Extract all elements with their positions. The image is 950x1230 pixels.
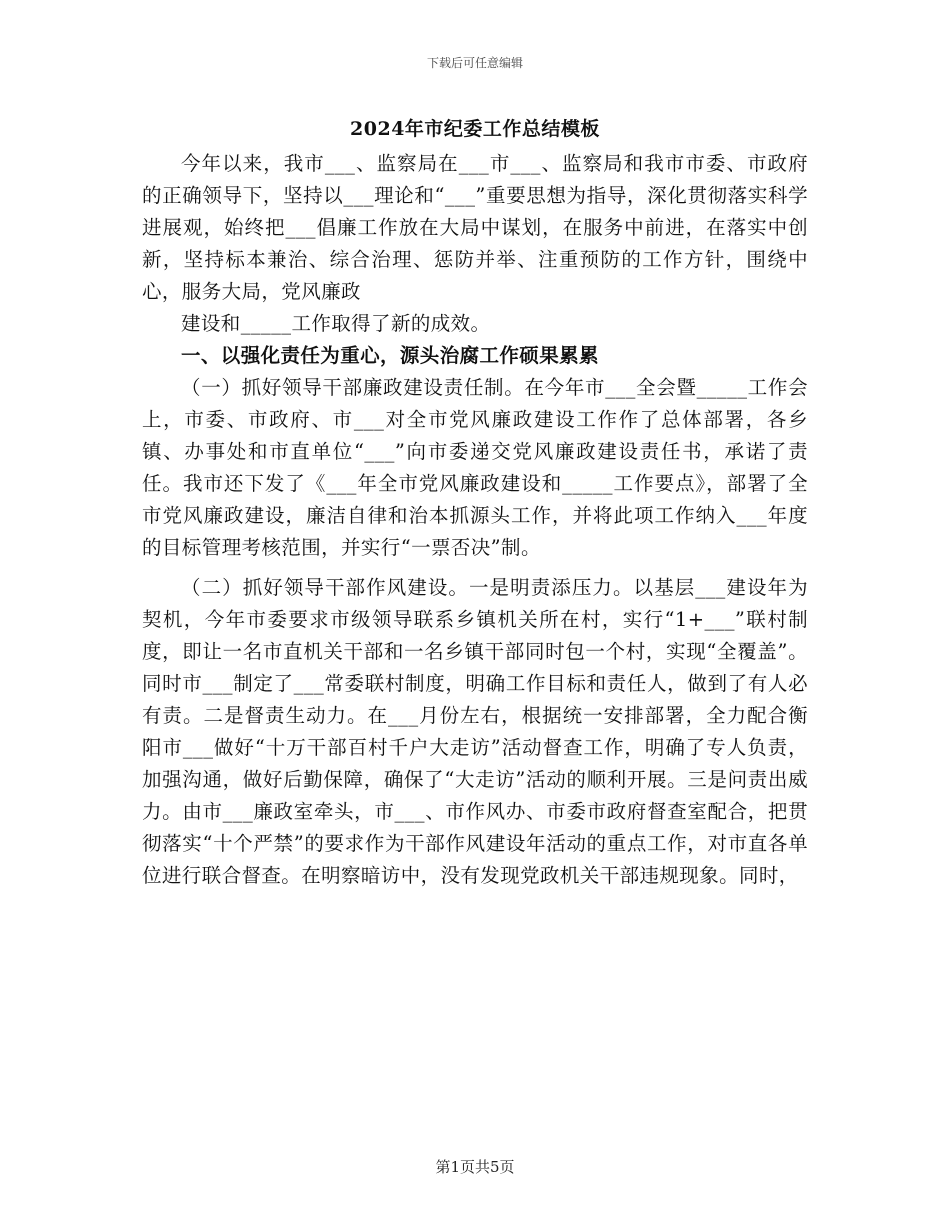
document-body — [142, 114, 808, 892]
section-paragraph: （一）抓好领导干部廉政建设责任制。在今年市___全会暨_____工作会上，市委、市政府、市___对全市党风廉政建设工作作了总体部署，各乡镇、办事处和市直单位“___”向市委递交党风廉政建设责任书，承诺了责任。我市还下发了《___年全市党风廉政建设和_____工作要点》，部署了全市党风廉政建设，廉洁自律和治本抓源头工作，并将此项工作纳入___年度的目标管理考核范围，并实行“一票否决”制。 — [142, 376, 808, 559]
document-title: 2024年市纪委工作总结模板 — [350, 118, 600, 140]
page-number: 第1页共5页 — [435, 1158, 515, 1176]
section-paragraph: （二）抓好领导干部作风建设。一是明责添压力。以基层___建设年为契机，今年市委要求市级领导联系乡镇机关所在村，实行“1+___”联村制度，即让一名市直机关干部和一名乡镇干部同时包一个村，实现“全覆盖”。同时市___制定了___常委联村制度，明确工作目标和责任人，做到了有人必有责。二是督责生动力。在___月份左右，根据统一安排部署，全力配合衡阳市___做好“十万干部百村千户大走访”活动督查工作，明确了专人负责，加强沟通，做好后勤保障，确保了“大走访”活动的顺利开展。三是问责出威力。由市___廉政室牵头，市___、市作风办、市委市政府督查室配合，把贯彻落实“十个严禁”的要求作为干部作风建设年活动的重点工作，对市直各单位进行联合督查。在明察暗访中，没有发现党政机关干部违规现象。同时， — [142, 576, 808, 887]
section-heading: 一、以强化责任为重心，源头治腐工作硕果累累 — [181, 344, 599, 367]
intro-paragraph: 今年以来，我市___、监察局在___市___、监察局和我市市委、市政府的正确领导下，坚持以___理论和“___”重要思想为指导，深化贯彻落实科学进展观，始终把___倡廉工作放在大局中谋划，在服务中前进，在落实中创新，坚持标本兼治、综合治理、惩防并举、注重预防的工作方针，围绕中心，服务大局，党风廉政 — [142, 152, 808, 303]
page-header-note: 下载后可任意编辑 — [426, 56, 523, 70]
intro-paragraph-continuation: 建设和_____工作取得了新的成效。 — [181, 312, 491, 335]
